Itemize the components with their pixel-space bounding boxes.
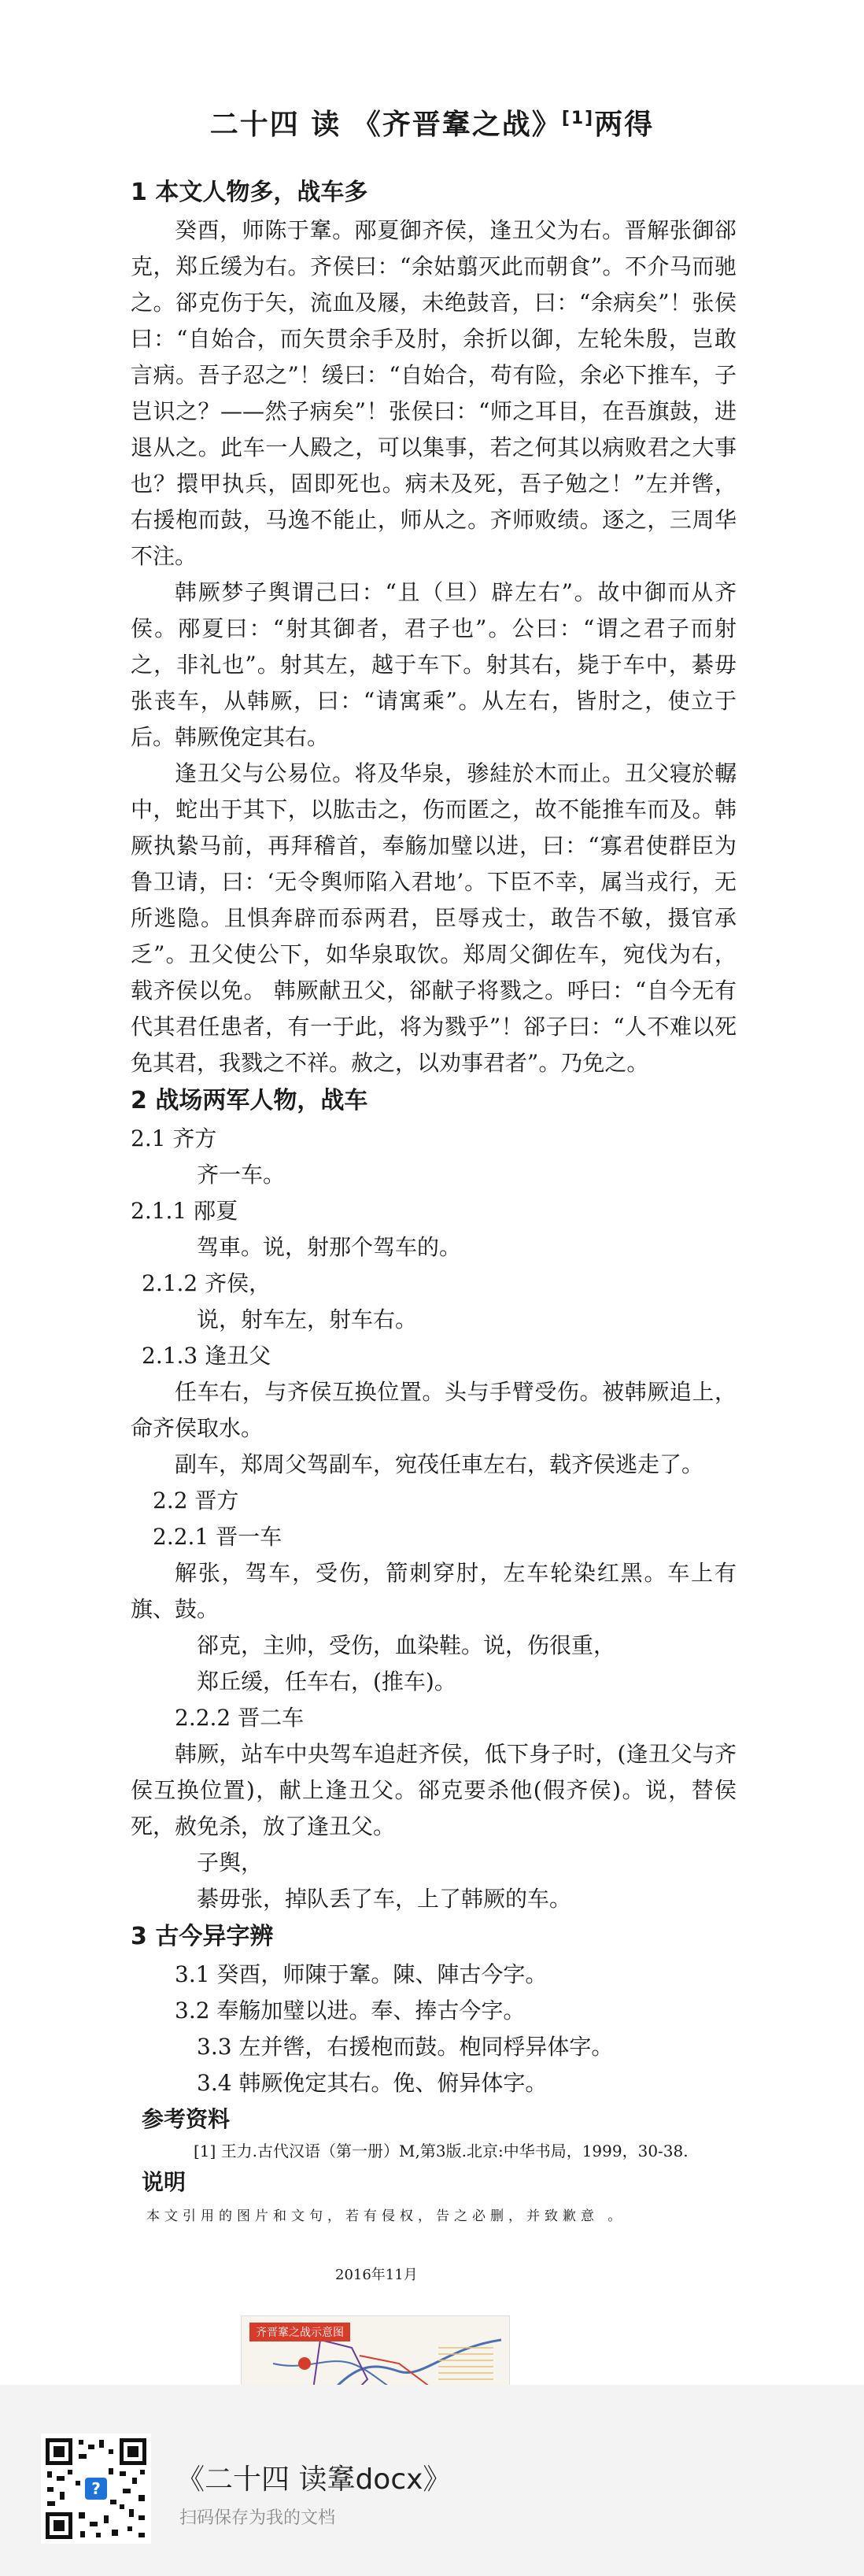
section-3-heading: 3 古今异字辨 xyxy=(131,1923,274,1950)
qr-code[interactable] xyxy=(41,2434,151,2544)
paragraph: 任车右，与齐侯互换位置。头与手臂受伤。被韩厥追上，命齐侯取水。 xyxy=(131,1379,737,1441)
title-footnote[interactable]: [1] xyxy=(561,109,595,128)
paragraph: 癸酉，师陈于鞌。邴夏御齐侯，逢丑父为右。晋解张御郤克，郑丘缓为右。齐侯曰：“余姑翦灭此而朝食”。不介马而驰之。郤克伤于矢，流血及屦，未绝鼓音，曰：“余病矣”！张侯曰：“自始合，而矢贯余手及肘，余折以御，左轮朱殷，岂敢言病。吾子忍之”！缓曰：“自始合，苟有险，余必下推车，子岂识之？——然子病矣”！张侯曰：“师之耳目，在吾旗鼓，进退从之。此车一人殿之，可以集事，若之何其以病败君之大事也？擐甲执兵，固即死也。病未及死，吾子勉之！”左并辔，右援枹而鼓，马逸不能止，师从之。齐师败绩。逐之，三周华不注。 xyxy=(131,217,737,569)
subsection-heading: 2.1.3 逢丑父 xyxy=(142,1343,271,1369)
note-heading: 说明 xyxy=(142,2169,186,2195)
text-line: 说，射车左，射车右。 xyxy=(197,1306,418,1332)
paragraph: 韩厥，站车中央驾车追赶齐侯，低下身子时，(逢丑父与齐侯互换位置)，献上逢丑父。郤克要杀他(假齐侯)。说，替侯死，赦免杀，放了逢丑父。 xyxy=(131,1741,737,1839)
text-line: 3.1 癸酉，师陳于鞌。陳、陣古今字。 xyxy=(175,1961,548,1987)
document-date: 2016年11月 xyxy=(335,2267,418,2283)
paragraph: 逢丑父与公易位。将及华泉，骖絓於木而止。丑父寝於轏中，蛇出于其下，以肱击之，伤而匿之，故不能推车而及。韩厥执絷马前，再拜稽首，奉觞加璧以进，曰：“寡君使群臣为鲁卫请，曰：‘无令舆师陷入君地’。下臣不幸，属当戎行，无所逃隐。且惧奔辟而忝两君，臣辱戎士，敢告不敏，摄官承乏”。丑父使公下，如华泉取饮。郑周父御佐车，宛伐为右，载齐侯以免。 韩厥献丑父，郤献子将戮之。呼曰：“自今无有代其君任患者，有一于此，将为戮乎”！郤子曰：“人不难以死免其君，我戮之不祥。赦之，以劝事君者”。乃免之。 xyxy=(131,760,737,1076)
text-line: 驾車。说，射那个驾车的。 xyxy=(197,1234,462,1260)
text-line: 3.2 奉觞加璧以进。奉、捧古今字。 xyxy=(175,1998,526,2023)
paragraph: 韩厥梦子舆谓己曰：“且（旦）辟左右”。故中御而从齐侯。邴夏曰：“射其御者，君子也”。公曰：“谓之君子而射之，非礼也”。射其左，越于车下。射其右，毙于车中，綦毋张丧车，从韩厥，曰：“请寓乘”。从左右，皆肘之，使立于后。韩厥俛定其右。 xyxy=(131,579,737,750)
footer-doc-title[interactable]: 《二十四 读鞌docx》 xyxy=(176,2463,452,2496)
footer-subtitle: 扫码保存为我的文档 xyxy=(179,2508,336,2528)
title-text: 二十四 读 《齐晋鞌之战》 xyxy=(209,109,562,141)
section-2-heading: 2 战场两军人物，战车 xyxy=(131,1087,368,1114)
subsection-heading: 2.2.1 晋一车 xyxy=(153,1524,282,1550)
subsection-heading: 2.1.1 邴夏 xyxy=(131,1198,238,1224)
paragraph: 副车，郑周父驾副车，宛茷任車左右，载齐侯逃走了。 xyxy=(175,1451,704,1477)
map-title: 齐晋鞌之战示意图 xyxy=(249,2323,350,2341)
page-title xyxy=(0,102,864,142)
svg-text:?: ? xyxy=(91,2479,101,2498)
text-line: 郤克，主帅，受伤，血染鞋。说，伤很重， xyxy=(197,1632,616,1658)
footer-banner xyxy=(0,2385,864,2576)
title-suffix: 两得 xyxy=(594,109,655,141)
reference-item: [1] 王力.古代汉语（第一册）M,第3版.北京:中华书局，1999，30-38. xyxy=(194,2142,689,2160)
subsection-heading: 2.2.2 晋二车 xyxy=(175,1705,305,1731)
note-body: 本文引用的图片和文句，若有侵权，告之必删，并致歉意 。 xyxy=(146,2208,626,2224)
subsection-heading: 2.2 晋方 xyxy=(153,1488,239,1513)
text-line: 3.3 左并辔，右援枹而鼓。枹同桴异体字。 xyxy=(197,2034,614,2060)
text-line: 子舆， xyxy=(197,1850,264,1876)
references-heading: 参考资料 xyxy=(142,2106,231,2132)
subsection-heading: 2.1 齐方 xyxy=(131,1125,217,1151)
text-line: 綦毋张，掉队丢了车，上了韩厥的车。 xyxy=(197,1886,572,1912)
section-1-heading: 1 本文人物多，战车多 xyxy=(131,179,368,206)
qr-code-icon xyxy=(41,2434,151,2544)
article-body xyxy=(131,173,737,2468)
text-line: 齐一车。 xyxy=(197,1162,286,1188)
text-line: 3.4 韩厥俛定其右。俛、俯异体字。 xyxy=(197,2070,548,2096)
text-line: 郑丘缓，任车右，(推车)。 xyxy=(197,1669,456,1695)
subsection-heading: 2.1.2 齐侯， xyxy=(142,1270,271,1296)
paragraph: 解张，驾车，受伤，箭刺穿肘，左车轮染红黑。车上有旗、鼓。 xyxy=(131,1560,737,1622)
